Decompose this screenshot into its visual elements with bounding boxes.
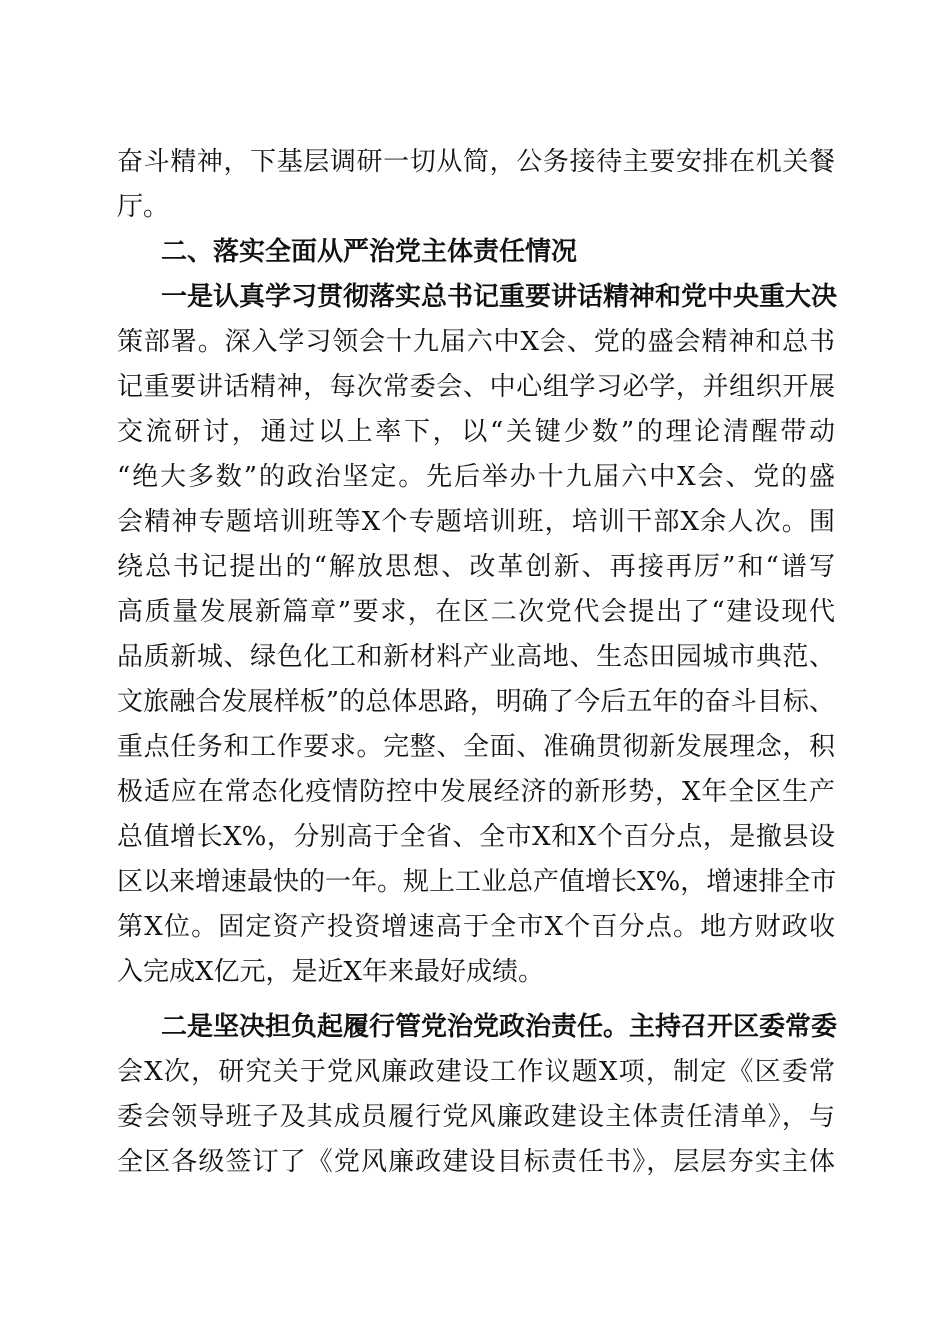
text-line: 一是认真学习贯彻落实总书记重要讲话精神和党中央重大决 <box>161 282 838 312</box>
text-line: 区以来增速最快的一年。规上工业总产值增长X%，增速排全市 <box>117 867 837 897</box>
text-line: 品质新城、绿色化工和新材料产业高地、生态田园城市典范、 <box>117 642 835 672</box>
text-line: 入完成X亿元，是近X年来最好成绩。 <box>117 957 545 987</box>
text-line: 高质量发展新篇章”要求，在区二次党代会提出了“建设现代 <box>117 597 835 627</box>
text-line: 记重要讲话精神，每次常委会、中心组学习必学，并组织开展 <box>117 372 835 402</box>
text-line: 第X位。固定资产投资增速高于全市X个百分点。地方财政收 <box>117 912 835 942</box>
text-line: 委会领导班子及其成员履行党风廉政建设主体责任清单》，与 <box>117 1102 835 1132</box>
text-line: 会X次，研究关于党风廉政建设工作议题X项，制定《区委常 <box>117 1057 835 1087</box>
text-line: 会精神专题培训班等X个专题培训班，培训干部X余人次。围 <box>117 507 835 537</box>
text-line: 文旅融合发展样板”的总体思路，明确了今后五年的奋斗目标、 <box>117 687 835 717</box>
section-heading: 二、落实全面从严治党主体责任情况 <box>161 237 578 267</box>
text-line: 绕总书记提出的“解放思想、改革创新、再接再厉”和“谱写 <box>117 552 835 582</box>
text-line: 厅。 <box>117 192 170 222</box>
text-line: 重点任务和工作要求。完整、全面、准确贯彻新发展理念，积 <box>117 732 835 762</box>
text-line: 全区各级签订了《党风廉政建设目标责任书》，层层夯实主体 <box>117 1147 835 1177</box>
text-line: 交流研讨，通过以上率下，以“关键少数”的理论清醒带动 <box>117 417 835 447</box>
text-line: 二是坚决担负起履行管党治党政治责任。主持召开区委常委 <box>161 1012 838 1042</box>
text-line: 总值增长X%，分别高于全省、全市X和X个百分点，是撤县设 <box>117 822 835 852</box>
text-line: 奋斗精神，下基层调研一切从简，公务接待主要安排在机关餐 <box>117 147 835 177</box>
text-line: 极适应在常态化疫情防控中发展经济的新形势，X年全区生产 <box>117 777 835 807</box>
text-line: 策部署。深入学习领会十九届六中X会、党的盛会精神和总书 <box>117 327 835 357</box>
text-line: “绝大多数”的政治坚定。先后举办十九届六中X会、党的盛 <box>117 462 835 492</box>
